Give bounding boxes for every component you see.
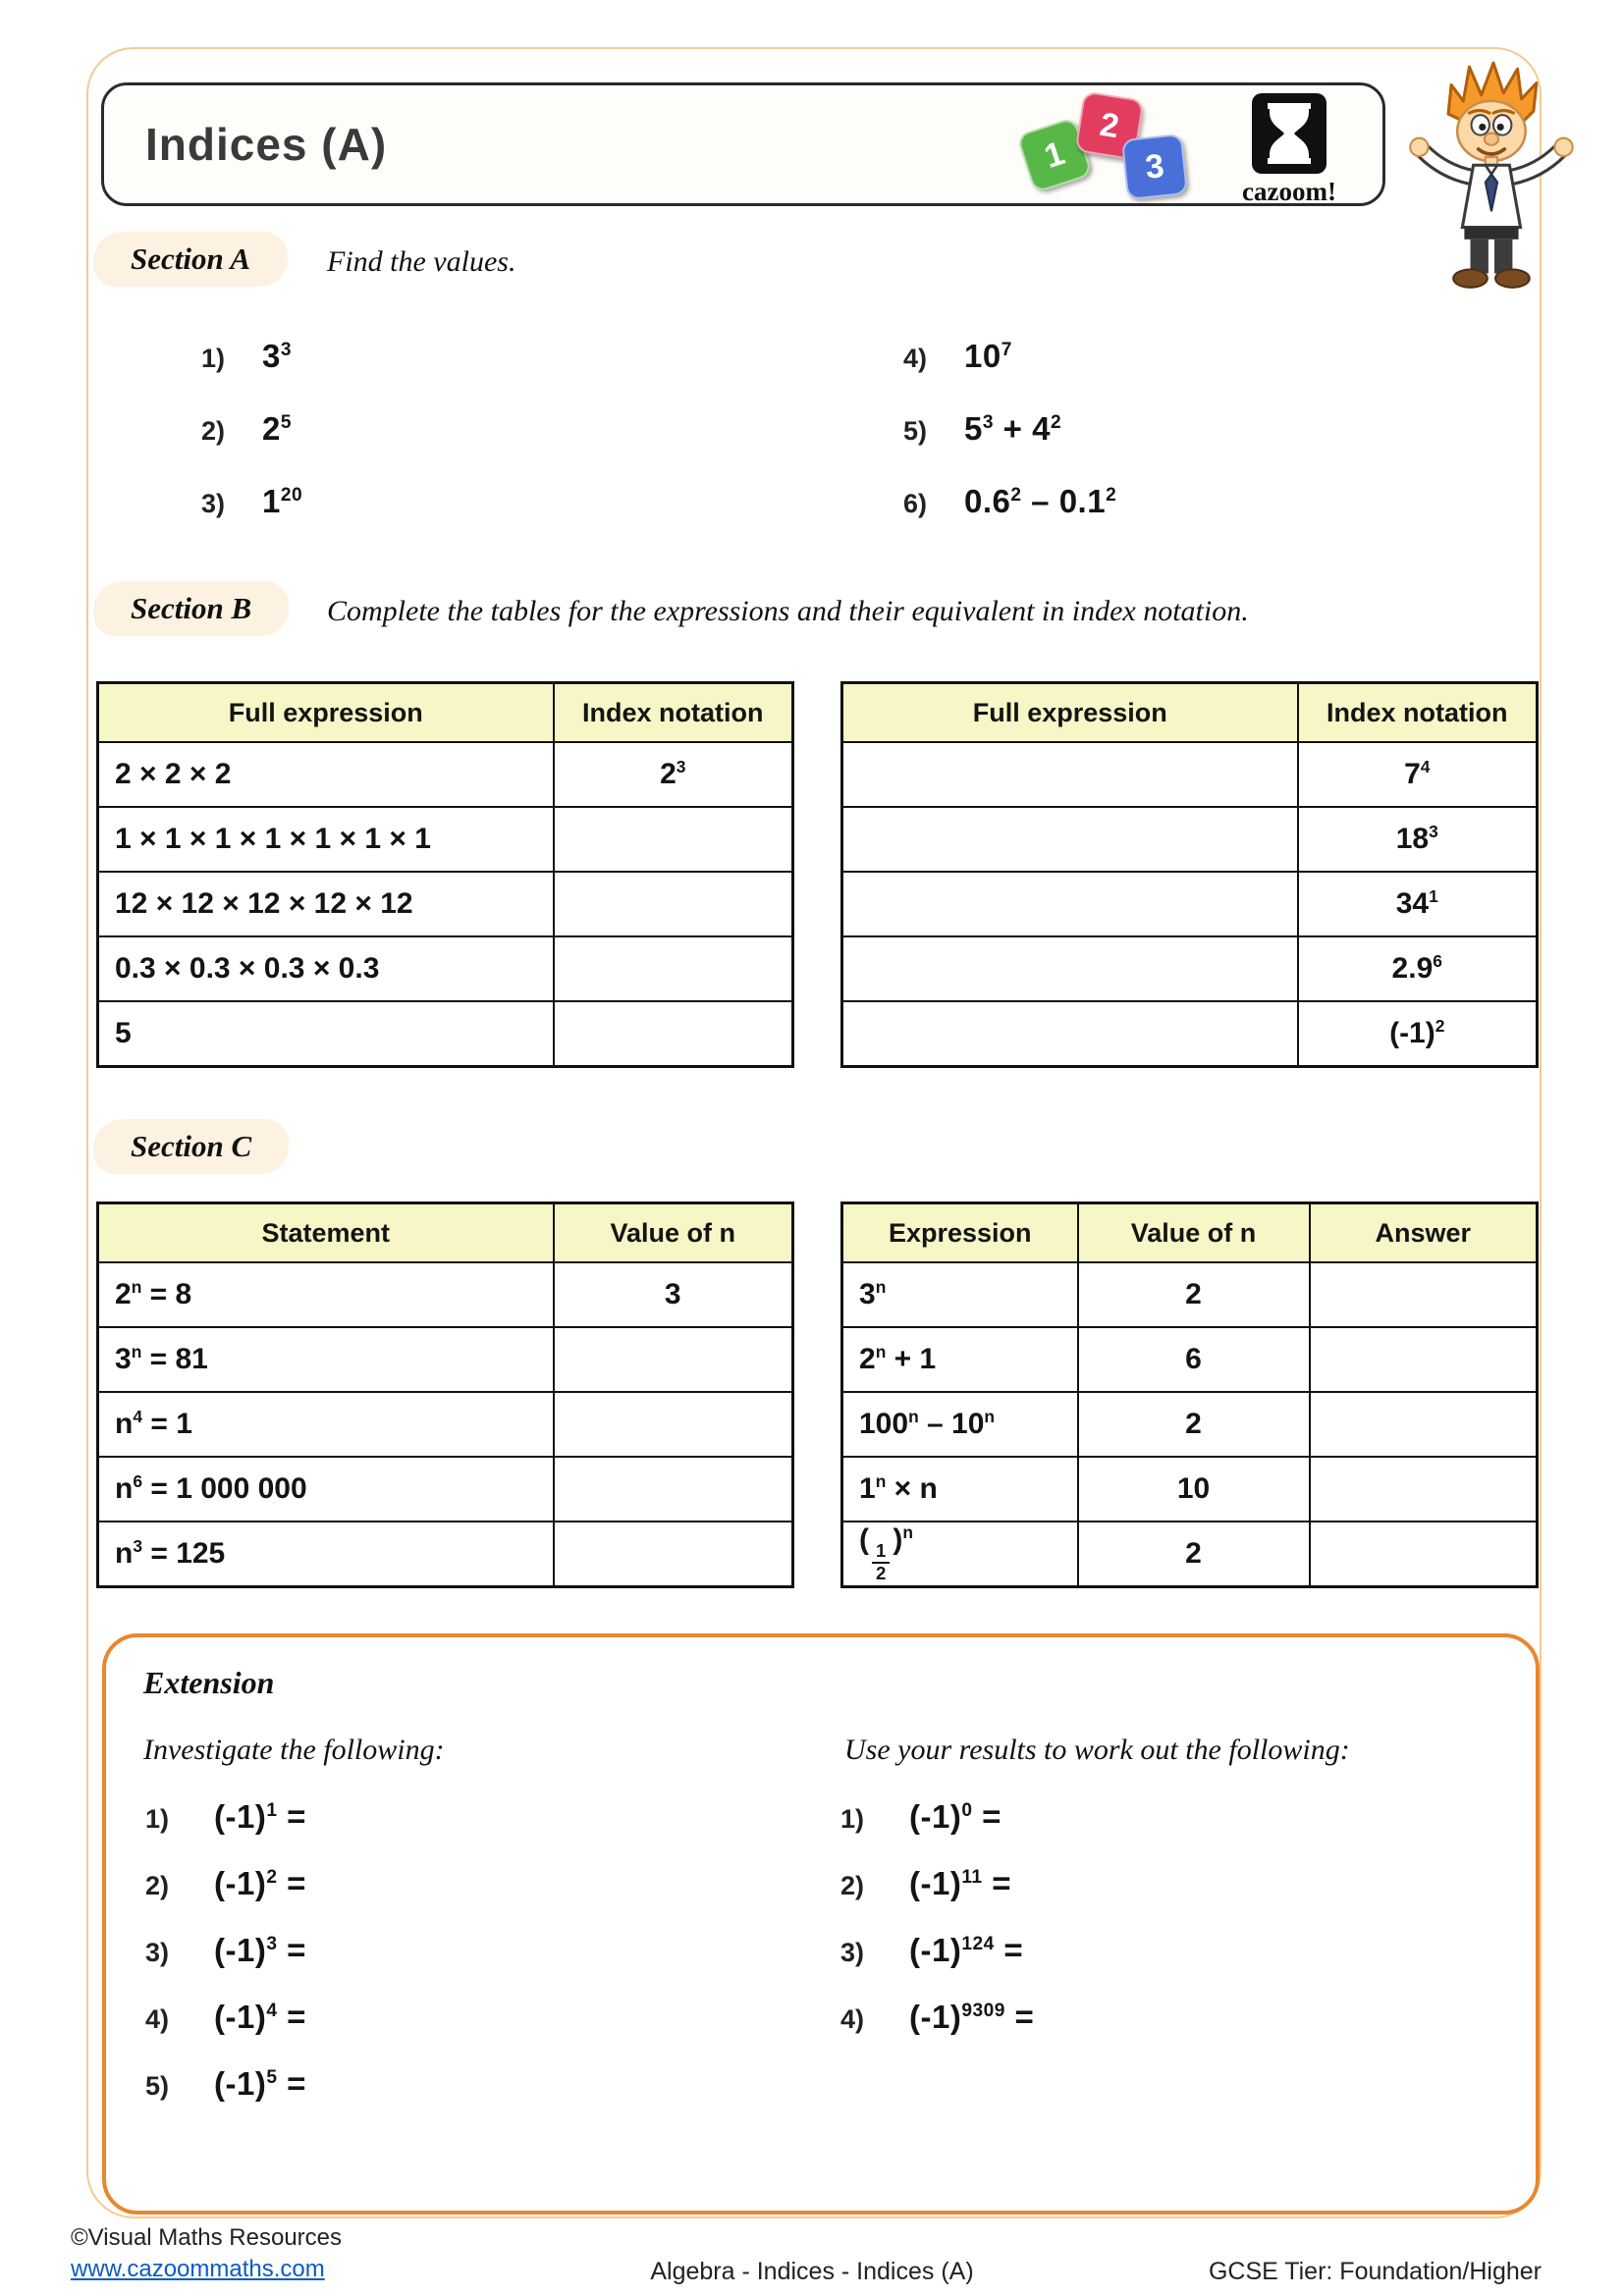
section-c-right-table — [840, 1201, 1539, 1588]
section-b-right-table — [840, 681, 1539, 1068]
section-c-label: Section C — [93, 1119, 289, 1174]
problem-expression: $(-1)^{9309}$ = — [909, 1999, 1035, 2035]
value-cell: 2 — [1078, 1262, 1310, 1327]
table-row — [842, 1327, 1538, 1392]
index-notation-cell — [554, 1001, 793, 1067]
value-cell: 10 — [1078, 1457, 1310, 1522]
column-header-index-notation: Index notation — [1298, 683, 1538, 743]
expression-cell: 3$^n$ — [842, 1262, 1078, 1327]
problem-number: 5) — [903, 416, 928, 446]
full-expression-cell — [842, 872, 1298, 936]
value-cell: 6 — [1078, 1327, 1310, 1392]
table-row — [98, 742, 793, 807]
column-header-value-of-n: Value of n — [554, 1203, 793, 1263]
problem-a3 — [201, 483, 302, 520]
problem-expression: $1^{20}$ — [262, 483, 303, 519]
full-expression-cell — [842, 936, 1298, 1001]
expression-cell: $1^n \times n$ — [842, 1457, 1078, 1522]
full-expression-cell — [842, 1001, 1298, 1067]
table-row — [98, 1392, 793, 1457]
full-expression-cell: 0.3 × 0.3 × 0.3 × 0.3 — [98, 936, 554, 1001]
mascot-illustration — [1392, 59, 1595, 294]
table-row — [98, 1522, 793, 1587]
cazoom-logo — [1235, 93, 1343, 207]
section-b-left-table — [96, 681, 794, 1068]
problem-number: 6) — [903, 489, 928, 518]
table-row — [98, 936, 793, 1001]
extension-problem — [145, 1999, 306, 2034]
problem-expression: $(-1)^3$ = — [214, 1932, 306, 1968]
statement-cell: $3^n = 81$ — [98, 1327, 554, 1392]
extension-right-instruction: Use your results to work out the following: — [844, 1734, 1350, 1766]
expression-cell: ( $\frac{1}{2}$ )$^n$ — [842, 1522, 1078, 1587]
number-tiles-icon — [1024, 93, 1201, 201]
full-expression-cell — [842, 807, 1298, 872]
value-cell — [554, 1392, 793, 1457]
index-notation-cell: $7^4$ — [1298, 742, 1538, 807]
problem-expression: $3^3$ — [262, 338, 292, 374]
problem-a1 — [201, 338, 302, 375]
table-header-row — [842, 1203, 1538, 1263]
problem-expression: $(-1)^4$ = — [214, 1999, 306, 2035]
hourglass-icon — [1252, 93, 1326, 174]
problem-number: 4) — [903, 344, 928, 373]
footer-tier: GCSE Tier: Foundation/Higher — [1208, 2258, 1542, 2285]
full-expression-cell — [842, 742, 1298, 807]
column-header-expression: Expression — [842, 1203, 1078, 1263]
extension-left-instruction: Investigate the following: — [143, 1734, 445, 1766]
problem-expression: $(-1)^0$ = — [909, 1798, 1001, 1835]
column-header-full-expression: Full expression — [98, 683, 554, 743]
problem-a5 — [903, 410, 1116, 448]
index-notation-cell: $(-1)^2$ — [1298, 1001, 1538, 1067]
section-b-label: Section B — [93, 581, 289, 636]
footer-url-link[interactable]: www.cazoommaths.com — [71, 2256, 325, 2282]
problem-a2 — [201, 410, 302, 448]
extension-right-problems — [840, 1798, 1034, 2034]
page-title: Indices (A) — [145, 119, 388, 170]
tile-2-icon: 2 — [1075, 91, 1145, 161]
problem-expression: $(-1)^5$ = — [214, 2065, 306, 2102]
extension-box — [102, 1633, 1540, 2215]
table-row — [98, 1001, 793, 1067]
table-row — [98, 807, 793, 872]
value-cell: 3 — [554, 1262, 793, 1327]
extension-problem — [840, 1865, 1034, 1900]
problem-number: 4) — [840, 2004, 865, 2034]
full-expression-cell: 5 — [98, 1001, 554, 1067]
problem-number: 1) — [201, 344, 226, 373]
full-expression-cell: 12 × 12 × 12 × 12 × 12 — [98, 872, 554, 936]
table-row — [98, 1262, 793, 1327]
index-notation-cell — [554, 872, 793, 936]
value-cell: 2 — [1078, 1392, 1310, 1457]
extension-problem — [145, 2065, 306, 2101]
table-row — [842, 872, 1538, 936]
problem-number: 3) — [201, 489, 226, 518]
statement-cell: $n^6 = 1$ 000 000 — [98, 1457, 554, 1522]
table-header-row — [842, 683, 1538, 743]
index-notation-cell — [554, 807, 793, 872]
problem-expression: $(-1)^2$ = — [214, 1865, 306, 1901]
table-row — [842, 1262, 1538, 1327]
answer-cell — [1310, 1392, 1538, 1457]
index-notation-cell: $18^3$ — [1298, 807, 1538, 872]
answer-cell — [1310, 1262, 1538, 1327]
column-header-index-notation: Index notation — [554, 683, 793, 743]
cazoom-logo-text: cazoom! — [1242, 177, 1336, 206]
index-notation-cell: $2.9^6$ — [1298, 936, 1538, 1001]
value-cell — [554, 1522, 793, 1587]
footer-copyright: ©Visual Maths Resources — [71, 2224, 343, 2251]
extension-problem — [145, 1932, 306, 1967]
index-notation-cell — [554, 936, 793, 1001]
problem-number: 5) — [145, 2071, 170, 2101]
value-cell — [554, 1327, 793, 1392]
tile-3-icon: 3 — [1121, 133, 1188, 200]
problem-number: 2) — [201, 416, 226, 446]
problem-number: 1) — [840, 1804, 865, 1834]
index-notation-cell: $2^3$ — [554, 742, 793, 807]
answer-cell — [1310, 1327, 1538, 1392]
problem-number: 3) — [145, 1938, 170, 1967]
extension-left-problems — [145, 1798, 306, 2101]
footer-topic: Algebra - Indices - Indices (A) — [650, 2258, 974, 2285]
table-row — [842, 1522, 1538, 1587]
answer-cell — [1310, 1457, 1538, 1522]
section-a-instruction: Find the values. — [327, 245, 516, 278]
column-header-value-of-n: Value of n — [1078, 1203, 1310, 1263]
extension-problem — [145, 1865, 306, 1900]
statement-cell: $n^3 = 125$ — [98, 1522, 554, 1587]
table-row — [842, 1001, 1538, 1067]
table-header-row — [98, 683, 793, 743]
problem-a6 — [903, 483, 1116, 520]
statement-cell: $2^n = 8$ — [98, 1262, 554, 1327]
problem-expression: $(-1)^1$ = — [214, 1798, 306, 1835]
section-c-left-table — [96, 1201, 794, 1588]
table-row — [98, 872, 793, 936]
table-row — [98, 1457, 793, 1522]
problem-expression: $(-1)^{11}$ = — [909, 1865, 1011, 1901]
table-row — [842, 807, 1538, 872]
header — [101, 82, 1385, 206]
expression-cell: $2^n + 1$ — [842, 1327, 1078, 1392]
extension-label: Extension — [143, 1665, 275, 1700]
column-header-answer: Answer — [1310, 1203, 1538, 1263]
statement-cell: $n^4 = 1$ — [98, 1392, 554, 1457]
problem-a4 — [903, 338, 1116, 375]
tile-1-icon: 1 — [1016, 117, 1093, 193]
problem-number: 2) — [145, 1871, 170, 1900]
column-header-statement: Statement — [98, 1203, 554, 1263]
section-a-label: Section A — [93, 232, 288, 287]
full-expression-cell: 2 × 2 × 2 — [98, 742, 554, 807]
problem-number: 1) — [145, 1804, 170, 1834]
extension-problem — [145, 1798, 306, 1834]
answer-cell — [1310, 1522, 1538, 1587]
table-header-row — [98, 1203, 793, 1263]
problem-expression: $(-1)^{124}$ = — [909, 1932, 1024, 1968]
problem-number: 4) — [145, 2004, 170, 2034]
problem-expression: $10^7$ — [964, 338, 1012, 374]
problem-expression: $5^3 + 4^2$ — [964, 410, 1062, 447]
column-header-full-expression: Full expression — [842, 683, 1298, 743]
value-cell: 2 — [1078, 1522, 1310, 1587]
section-a-right-problems — [903, 338, 1116, 520]
table-row — [842, 1392, 1538, 1457]
table-row — [842, 1457, 1538, 1522]
extension-problem — [840, 1932, 1034, 1967]
table-row — [842, 936, 1538, 1001]
extension-problem — [840, 1999, 1034, 2034]
full-expression-cell: 1 × 1 × 1 × 1 × 1 × 1 × 1 — [98, 807, 554, 872]
index-notation-cell: $34^1$ — [1298, 872, 1538, 936]
section-a-left-problems — [201, 338, 302, 520]
problem-expression: $2^5$ — [262, 410, 292, 447]
expression-cell: 100$^n$ – 10$^n$ — [842, 1392, 1078, 1457]
problem-number: 3) — [840, 1938, 865, 1967]
table-row — [98, 1327, 793, 1392]
problem-expression: $0.6^2 - 0.1^2$ — [964, 483, 1117, 519]
problem-number: 2) — [840, 1871, 865, 1900]
table-row — [842, 742, 1538, 807]
section-b-instruction: Complete the tables for the expressions and their equivalent in index notation. — [327, 595, 1249, 627]
value-cell — [554, 1457, 793, 1522]
extension-problem — [840, 1798, 1034, 1834]
